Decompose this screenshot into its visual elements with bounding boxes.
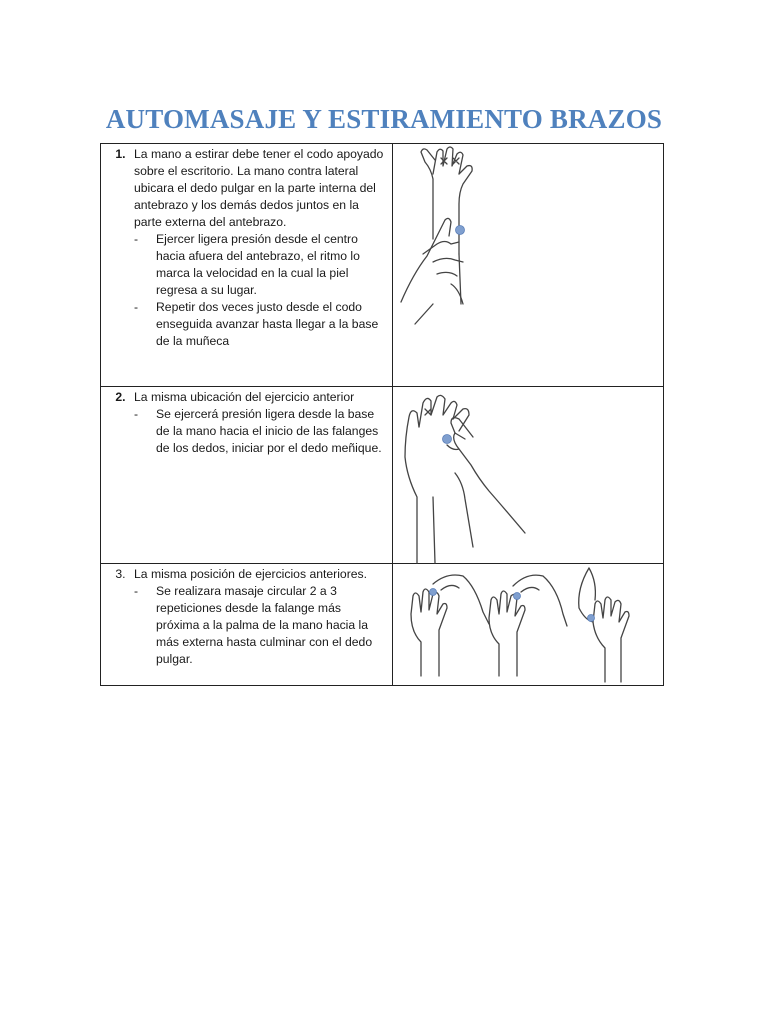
exercise-text-cell xyxy=(101,144,393,387)
step-marker: - xyxy=(134,232,139,246)
exercise-number: 2. xyxy=(115,390,126,404)
exercise-description: La misma ubicación del ejercicio anterior xyxy=(134,390,355,404)
step-text: Repetir dos veces justo desde el codo enseguida avanzar hasta llegar a la base de la muñeca xyxy=(156,300,379,348)
step-marker: - xyxy=(134,584,139,598)
step-text: Se realizara masaje circular 2 a 3 repeticiones desde la falange más próxima a la palma de la mano hacia la más externa hasta culminar con el dedo pulgar. xyxy=(156,584,373,666)
page-title: AUTOMASAJE Y ESTIRAMIENTO BRAZOS xyxy=(105,104,663,134)
exercise-number: 1. xyxy=(115,147,126,161)
step-text: Ejercer ligera presión desde el centro hacia afuera del antebrazo, el ritmo lo marca la velocidad en la cual la piel regresa a su lugar. xyxy=(156,232,360,297)
step-marker: - xyxy=(134,300,139,314)
exercise-row xyxy=(101,144,664,387)
exercise-step xyxy=(134,299,386,350)
step-text: Se ejercerá presión ligera desde la base de la mano hacia el inicio de las falanges de los dedos, iniciar por el dedo meñique. xyxy=(156,407,382,455)
exercise-item xyxy=(105,146,386,350)
illustration-cell xyxy=(393,387,664,564)
exercise-description: La misma posición de ejercicios anteriores. xyxy=(134,567,368,581)
exercise-row xyxy=(101,564,664,686)
exercise-item xyxy=(105,389,386,457)
exercise-step xyxy=(134,583,386,668)
exercise-text-cell xyxy=(101,564,393,686)
exercise-step xyxy=(134,231,386,299)
finger-massage-illustration-icon xyxy=(393,564,675,686)
illustration-cell xyxy=(393,144,664,387)
exercise-number: 3. xyxy=(115,567,126,581)
forearm-massage-illustration-icon xyxy=(393,144,675,387)
exercise-row xyxy=(101,387,664,564)
exercise-step xyxy=(134,406,386,457)
step-marker: - xyxy=(134,407,139,421)
exercise-table xyxy=(100,143,664,686)
exercise-text-cell xyxy=(101,387,393,564)
exercise-description: La mano a estirar debe tener el codo apoyado sobre el escritorio. La mano contra lateral ubicara el dedo pulgar en la parte interna del antebrazo y los demás dedos juntos en la parte externa del antebrazo. xyxy=(134,147,384,229)
exercise-item xyxy=(105,566,386,668)
illustration-cell xyxy=(393,564,664,686)
palm-massage-illustration-icon xyxy=(393,387,675,564)
